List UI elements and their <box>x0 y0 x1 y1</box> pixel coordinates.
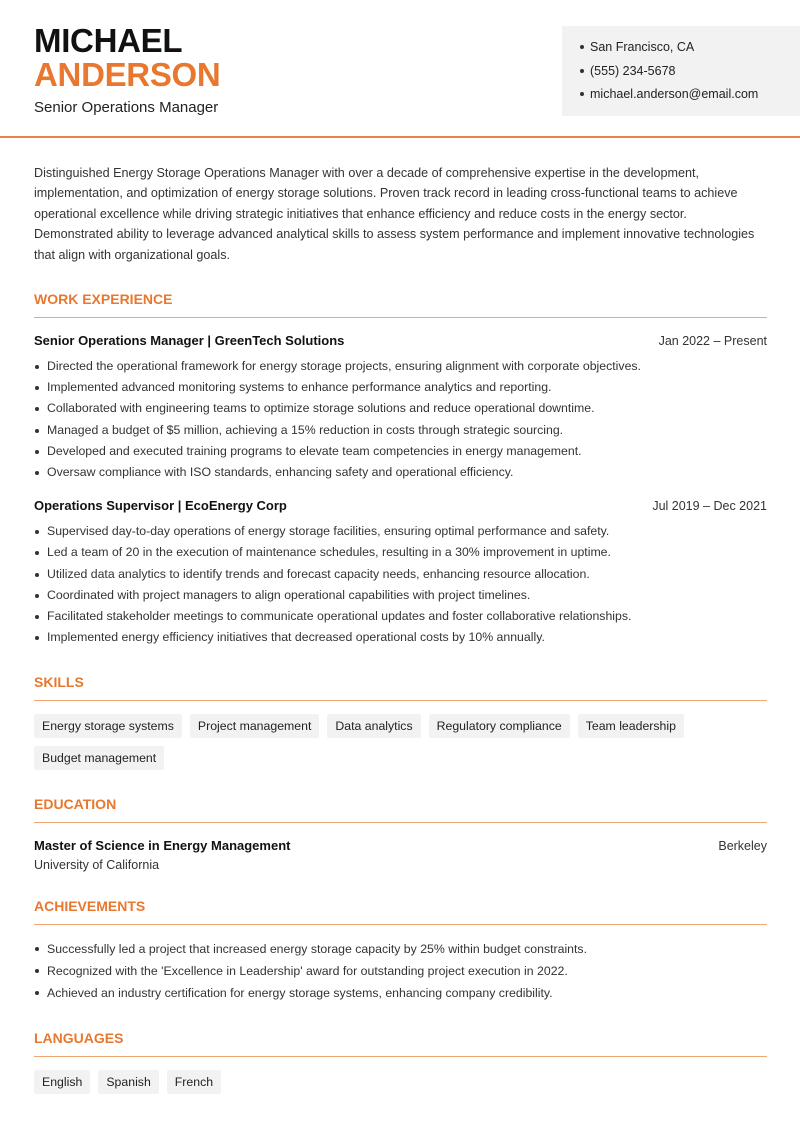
job-dates: Jan 2022 – Present <box>658 334 767 349</box>
education-location: Berkeley <box>718 839 767 854</box>
list-item: Facilitated stakeholder meetings to communicate operational updates and foster collaborative relationships. <box>34 606 767 627</box>
list-item: Implemented energy efficiency initiatives that decreased operational costs by 10% annually. <box>34 627 767 648</box>
contact-phone: (555) 234-5678 <box>582 63 800 87</box>
contact-box <box>562 26 800 116</box>
skill-tag: Project management <box>190 714 319 738</box>
education-school: University of California <box>34 858 160 873</box>
achievements-list <box>34 938 767 1004</box>
section-title-skills: SKILLS <box>34 674 767 701</box>
list-item: Utilized data analytics to identify trends and forecast capacity needs, enhancing resource allocation. <box>34 564 767 585</box>
job-entry <box>34 333 767 483</box>
section-title-education: EDUCATION <box>34 796 767 823</box>
skill-tag: Regulatory compliance <box>429 714 570 738</box>
contact-location: San Francisco, CA <box>582 39 800 63</box>
job-bullets <box>34 356 767 483</box>
list-item: Led a team of 20 in the execution of maintenance schedules, resulting in a 30% improvement in uptime. <box>34 542 767 563</box>
list-item: Recognized with the 'Excellence in Leadership' award for outstanding project execution in 2022. <box>34 960 767 982</box>
list-item: Supervised day-to-day operations of energy storage facilities, ensuring optimal performance and safety. <box>34 521 767 542</box>
section-title-languages: LANGUAGES <box>34 1030 767 1057</box>
job-role: Senior Operations Manager | GreenTech Solutions <box>34 333 345 349</box>
list-item: Developed and executed training programs to elevate team competencies in energy management. <box>34 441 767 462</box>
professional-summary: Distinguished Energy Storage Operations Manager with over a decade of comprehensive expertise in the development, implementation, and optimization of energy storage solutions. Proven track record in leading cross-functional teams to achieve operational excellence while driving strategic initiatives that enhance efficiency and reduce costs in the energy sector. Demonstrated ability to leverage advanced analytical skills to assess system performance and implement innovative technologies that align with organizational goals. <box>34 166 755 262</box>
skill-tag: Data analytics <box>327 714 420 738</box>
list-item: Collaborated with engineering teams to optimize storage solutions and reduce operational downtime. <box>34 398 767 419</box>
language-tag: English <box>34 1070 90 1094</box>
list-item: Implemented advanced monitoring systems to enhance performance analytics and reporting. <box>34 377 767 398</box>
skills-list <box>34 714 767 770</box>
list-item: Directed the operational framework for energy storage projects, ensuring alignment with corporate objectives. <box>34 356 767 377</box>
education-entry <box>34 838 767 872</box>
skill-tag: Team leadership <box>578 714 684 738</box>
languages-list <box>34 1070 767 1094</box>
language-tag: French <box>167 1070 221 1094</box>
job-bullets <box>34 521 767 648</box>
job-role: Operations Supervisor | EcoEnergy Corp <box>34 498 287 514</box>
job-dates: Jul 2019 – Dec 2021 <box>652 499 767 514</box>
language-tag: Spanish <box>98 1070 158 1094</box>
first-name: MICHAEL <box>34 22 183 59</box>
job-title: Senior Operations Manager <box>34 99 219 116</box>
resume-header <box>0 0 800 138</box>
list-item: Oversaw compliance with ISO standards, enhancing safety and operational efficiency. <box>34 462 767 483</box>
skill-tag: Budget management <box>34 746 164 770</box>
section-title-work: WORK EXPERIENCE <box>34 291 767 318</box>
list-item: Achieved an industry certification for energy storage systems, enhancing company credibility. <box>34 982 767 1004</box>
contact-email: michael.anderson@email.com <box>582 86 800 110</box>
section-title-achievements: ACHIEVEMENTS <box>34 898 767 925</box>
resume-body <box>34 163 767 1094</box>
last-name: ANDERSON <box>34 56 221 93</box>
list-item: Successfully led a project that increased energy storage capacity by 25% within budget constraints. <box>34 938 767 960</box>
list-item: Managed a budget of $5 million, achieving a 15% reduction in costs through strategic sourcing. <box>34 420 767 441</box>
list-item: Coordinated with project managers to align operational capabilities with project timelines. <box>34 585 767 606</box>
education-degree: Master of Science in Energy Management <box>34 838 291 854</box>
job-entry <box>34 498 767 648</box>
candidate-name <box>34 24 220 92</box>
skill-tag: Energy storage systems <box>34 714 182 738</box>
